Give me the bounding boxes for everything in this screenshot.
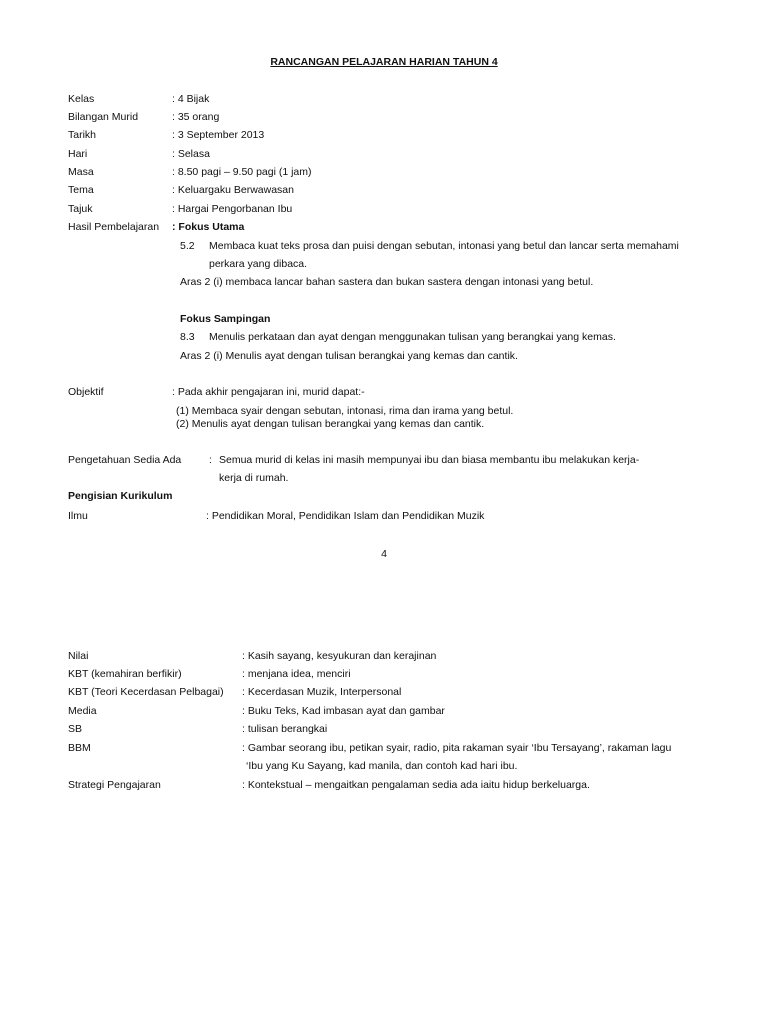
tema-label: Tema [68, 184, 94, 196]
fokus-sampingan-number: 8.3 [180, 331, 195, 343]
fokus-sampingan-text: Menulis perkataan dan ayat dengan menggunakan tulisan yang berangkai yang kemas. [209, 331, 616, 343]
hasil-value: : Fokus Utama [172, 221, 245, 233]
tarikh-label: Tarikh [68, 129, 97, 141]
kbt-kecerdasan-value: : Kecerdasan Muzik, Interpersonal [242, 686, 402, 698]
page-number: 4 [381, 548, 387, 560]
bbm-value: : Gambar seorang ibu, petikan syair, radio, pita rakaman syair ‘Ibu Tersayang’, rakaman lagu [242, 742, 672, 754]
tajuk-label: Tajuk [68, 203, 93, 215]
nilai-label: Nilai [68, 650, 89, 662]
kelas-label: Kelas [68, 93, 95, 105]
fokus-sampingan-aras: Aras 2 (i) Menulis ayat dengan tulisan berangkai yang kemas dan cantik. [180, 350, 518, 362]
sb-value: : tulisan berangkai [242, 723, 328, 735]
hari-label: Hari [68, 148, 88, 160]
ilmu-value: : Pendidikan Moral, Pendidikan Islam dan Pendidikan Muzik [206, 510, 485, 522]
fokus-sampingan-heading: Fokus Sampingan [180, 313, 271, 325]
kbt-berfikir-label: KBT (kemahiran berfikir) [68, 668, 182, 680]
objektif-item-2: (2) Menulis ayat dengan tulisan berangkai yang kemas dan cantik. [176, 418, 485, 430]
objektif-label: Objektif [68, 386, 104, 398]
fokus-utama-text-cont: perkara yang dibaca. [209, 258, 308, 270]
media-label: Media [68, 705, 97, 717]
tema-value: : Keluargaku Berwawasan [172, 184, 294, 196]
fokus-utama-text: Membaca kuat teks prosa dan puisi dengan sebutan, intonasi yang betul dan lancar serta memahami [209, 240, 679, 252]
document-title: RANCANGAN PELAJARAN HARIAN TAHUN 4 [270, 56, 498, 68]
pengisian-heading: Pengisian Kurikulum [68, 490, 173, 502]
pengetahuan-colon: : [209, 454, 212, 466]
kbt-kecerdasan-label: KBT (Teori Kecerdasan Pelbagai) [68, 686, 224, 698]
sb-label: SB [68, 723, 83, 735]
objektif-item-1: (1) Membaca syair dengan sebutan, intonasi, rima dan irama yang betul. [176, 405, 514, 417]
hasil-label: Hasil Pembelajaran [68, 221, 160, 233]
kelas-value: : 4 Bijak [172, 93, 210, 105]
ilmu-label: Ilmu [68, 510, 88, 522]
objektif-value: : Pada akhir pengajaran ini, murid dapat:- [172, 386, 365, 398]
nilai-value: : Kasih sayang, kesyukuran dan kerajinan [242, 650, 437, 662]
tajuk-value: : Hargai Pengorbanan Ibu [172, 203, 293, 215]
bbm-label: BBM [68, 742, 91, 754]
tarikh-value: : 3 September 2013 [172, 129, 265, 141]
pengetahuan-label: Pengetahuan Sedia Ada [68, 454, 182, 466]
bilangan-label: Bilangan Murid [68, 111, 139, 123]
bilangan-value: : 35 orang [172, 111, 220, 123]
bbm-value-cont: ‘Ibu yang Ku Sayang, kad manila, dan contoh kad hari ibu. [246, 760, 518, 772]
pengetahuan-text: Semua murid di kelas ini masih mempunyai ibu dan biasa membantu ibu melakukan kerja- [219, 454, 640, 466]
fokus-utama-aras: Aras 2 (i) membaca lancar bahan sastera dan bukan sastera dengan intonasi yang betul. [180, 276, 594, 288]
hari-value: : Selasa [172, 148, 210, 160]
media-value: : Buku Teks, Kad imbasan ayat dan gambar [242, 705, 445, 717]
masa-label: Masa [68, 166, 94, 178]
strategi-label: Strategi Pengajaran [68, 779, 161, 791]
fokus-utama-number: 5.2 [180, 240, 195, 252]
strategi-value: : Kontekstual – mengaitkan pengalaman sedia ada iaitu hidup berkeluarga. [242, 779, 590, 791]
pengetahuan-text-cont: kerja di rumah. [219, 472, 289, 484]
masa-value: : 8.50 pagi – 9.50 pagi (1 jam) [172, 166, 312, 178]
kbt-berfikir-value: : menjana idea, menciri [242, 668, 351, 680]
